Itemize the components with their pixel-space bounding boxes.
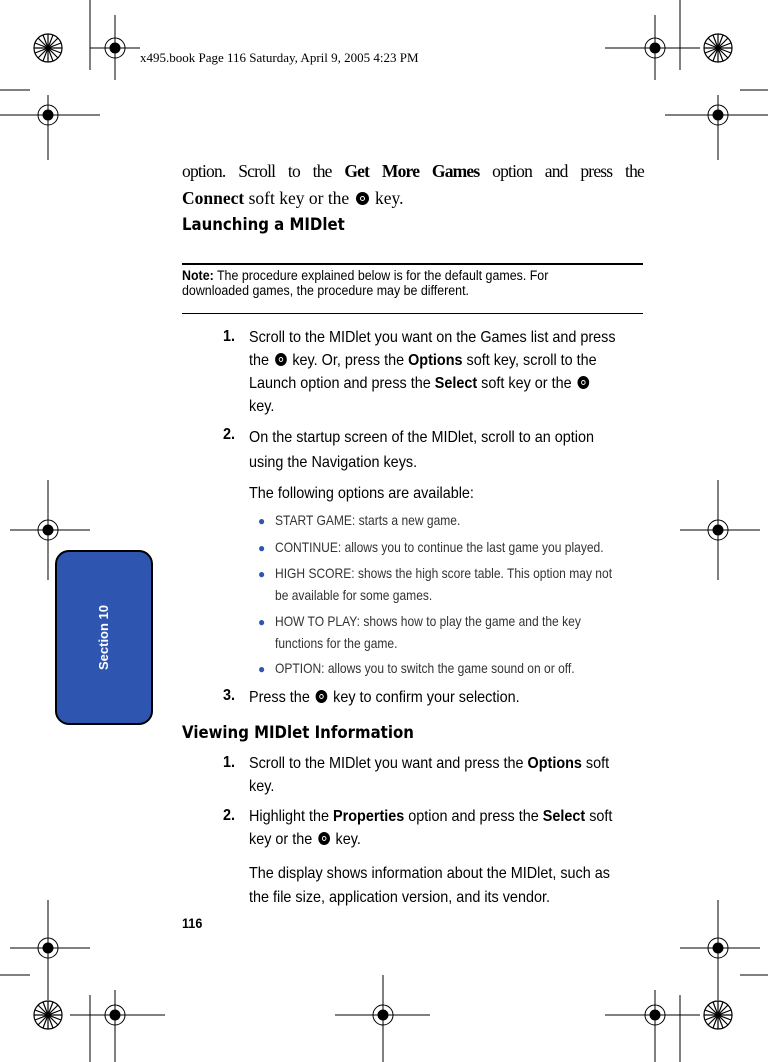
intro-text: key. [370, 188, 404, 208]
intro-line-2 [182, 185, 644, 212]
step-line: Scroll to the MIDlet you want on the Games list and press [249, 329, 616, 346]
bullet-icon: ● [258, 567, 266, 581]
bullet-text: HIGH SCORE: shows the high score table. This option may not [275, 565, 613, 581]
intro-text: option. Scroll to the [182, 161, 345, 181]
registration-wheel [704, 34, 732, 62]
step-line: key. [249, 778, 275, 795]
page-number: 116 [182, 915, 203, 931]
step-number: 2. [223, 426, 236, 443]
step-text [249, 752, 609, 798]
crosshair-mark [0, 95, 100, 160]
crosshair-mark [10, 900, 90, 1000]
section-heading: Launching a MIDlet [182, 215, 345, 235]
step-description [249, 862, 610, 910]
bullet-text: START GAME: starts a new game. [275, 512, 461, 528]
step-text: Press the key to confirm your selection. [249, 689, 520, 706]
step-number: 3. [223, 687, 236, 704]
print-header: x495.book Page 116 Saturday, April 9, 2005 4:23 PM [140, 50, 419, 65]
registration-wheel [34, 1001, 62, 1029]
note-text: The procedure explained below is for the default games. For downloaded games, the procedure may be different. [182, 268, 549, 298]
note-rule-top [182, 263, 643, 265]
ok-key-icon [316, 690, 328, 703]
step-line: Highlight the Properties option and press the Select soft [249, 808, 613, 825]
ok-key-icon [318, 832, 330, 845]
intro-paragraph [182, 158, 644, 212]
bullet-icon: ● [258, 514, 266, 528]
step-text [249, 805, 612, 851]
crosshair-mark [90, 15, 140, 80]
note-box [182, 268, 614, 298]
step-line: Launch option and press the Select soft key or the [249, 372, 616, 395]
crosshair-mark [70, 990, 165, 1062]
bullet-text: be available for some games. [275, 587, 433, 603]
note-label: Note: [182, 268, 214, 283]
bullet-icon: ● [258, 662, 266, 676]
intro-bold: Connect [182, 188, 245, 208]
ok-key-icon [356, 192, 369, 205]
bullet-icon: ● [258, 541, 266, 555]
ok-key-icon [577, 376, 589, 389]
bullet-icon: ● [258, 615, 266, 629]
bullet-text: OPTION: allows you to switch the game sound on or off. [275, 660, 575, 676]
intro-text: option and press the [479, 161, 644, 181]
bullet-text: HOW TO PLAY: shows how to play the game and the key [275, 613, 581, 629]
note-rule-bottom [182, 313, 643, 314]
section-tab-label: Section 10 [96, 604, 112, 671]
crosshair-mark [680, 480, 760, 580]
bullet-text: functions for the game. [275, 635, 398, 651]
section-tab-label-wrap [55, 550, 153, 725]
intro-bold: Get More Games [344, 161, 480, 181]
step-line: On the startup screen of the MIDlet, scroll to an option [249, 429, 594, 446]
step-line: Scroll to the MIDlet you want and press the Options soft [249, 755, 610, 772]
step-number: 2. [223, 807, 236, 824]
crosshair-mark [335, 975, 430, 1062]
intro-line-1 [182, 158, 644, 185]
step-line: the file size, application version, and its vendor. [249, 889, 550, 906]
step-number: 1. [223, 754, 236, 771]
crosshair-mark [680, 900, 760, 1000]
registration-wheel [34, 34, 62, 62]
crosshair-mark [605, 15, 700, 80]
step-line: using the Navigation keys. [249, 454, 418, 471]
bullet-text: CONTINUE: allows you to continue the last game you played. [275, 539, 604, 555]
intro-text: soft key or the [244, 188, 354, 208]
step-line: key or the key. [249, 831, 361, 848]
step-text [249, 326, 616, 418]
crosshair-mark [665, 95, 768, 160]
step-text [249, 425, 594, 475]
registration-wheel [704, 1001, 732, 1029]
step-line: the key. Or, press the Options soft key, scroll to the [249, 352, 597, 369]
crosshair-mark [605, 990, 700, 1062]
ok-key-icon [275, 353, 287, 366]
section-heading: Viewing MIDlet Information [182, 723, 414, 743]
step-line: key. [249, 398, 275, 415]
step-line: The display shows information about the MIDlet, such as [249, 865, 610, 882]
options-intro: The following options are available: [249, 485, 474, 502]
step-number: 1. [223, 328, 236, 345]
